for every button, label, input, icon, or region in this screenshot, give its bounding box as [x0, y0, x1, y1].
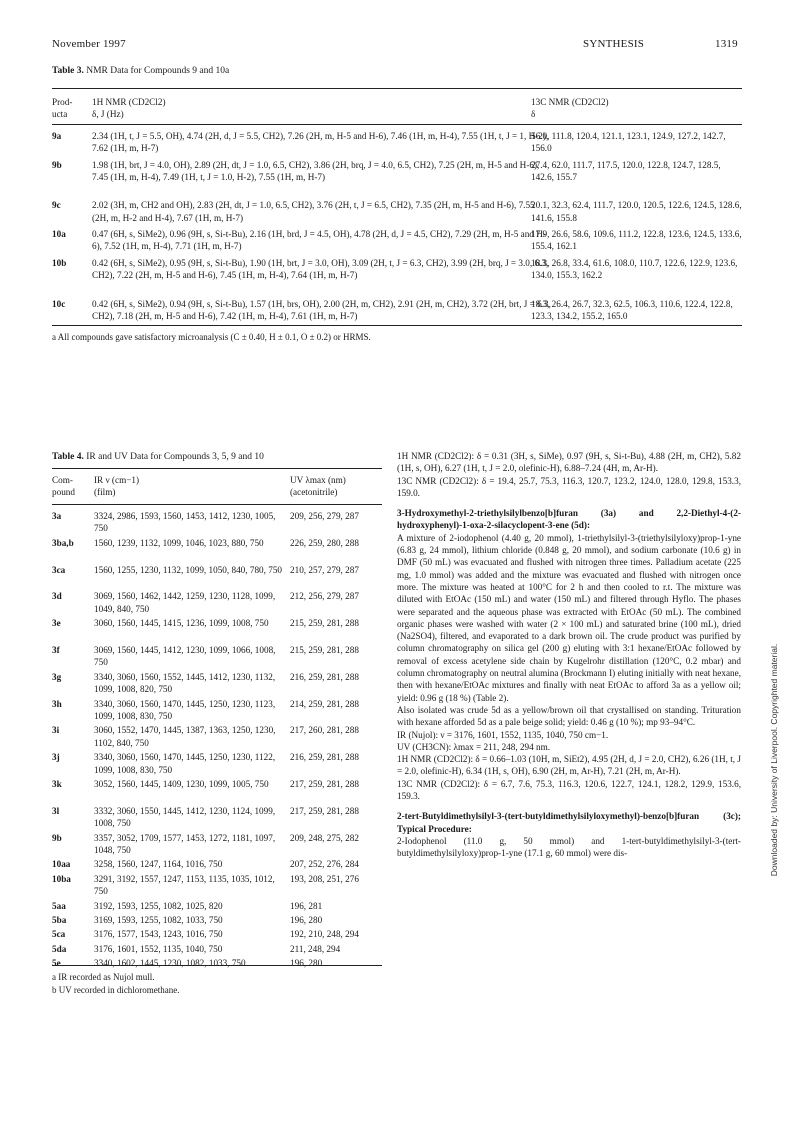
- table4-compound-id: 3g: [52, 671, 62, 682]
- table3-caption: [52, 66, 229, 76]
- table4-compound-id: 3a: [52, 511, 62, 521]
- download-notice-text: Downloaded by: University of Liverpool. Copyrighted material.: [769, 643, 779, 877]
- table4-caption: [52, 452, 264, 462]
- table4-caption-text: IR and UV Data for Compounds 3, 5, 9 and 10: [86, 452, 264, 462]
- table4-compound-id: 5e: [52, 958, 61, 969]
- table3-row: [52, 130, 742, 159]
- table4-row: [52, 928, 382, 942]
- table4-row: [52, 858, 382, 872]
- table4-row: [52, 617, 382, 644]
- table4-ir-cell: 3069, 1560, 1445, 1412, 1230, 1099, 1066, 1008, 750: [94, 645, 276, 668]
- table3-row: [52, 159, 742, 200]
- table4-row: [52, 698, 382, 725]
- table4-bottom-rule: [52, 965, 382, 966]
- table4-uv-cell: 209, 248, 275, 282: [290, 832, 359, 843]
- compound-5d-ir: IR (Nujol): ν = 3176, 1601, 1552, 1135, 1040, 750 cm−1.: [397, 729, 609, 740]
- table4-footnote-b: b UV recorded in dichloromethane.: [52, 985, 180, 995]
- table4-row: [52, 724, 382, 751]
- table4-top-rule: [52, 468, 382, 469]
- table4-compound-id: 10ba: [52, 873, 71, 884]
- table4-header-row: [52, 474, 382, 504]
- table4-uv-cell: 217, 260, 281, 288: [290, 725, 359, 736]
- table4-row: [52, 914, 382, 928]
- table4-compound-id: 5ca: [52, 929, 66, 940]
- table3-product-id: 9c: [52, 200, 61, 211]
- table3-body: [52, 130, 742, 338]
- table4-ir-cell: 3258, 1560, 1247, 1164, 1016, 750: [94, 859, 223, 870]
- table3-c-nmr-cell: 18.3, 26.8, 33.4, 61.6, 108.0, 110.7, 122.6, 122.9, 123.6, 134.0, 155.3, 162.2: [531, 257, 738, 280]
- table4-compound-id: 3l: [52, 805, 60, 816]
- table4-uv-cell: 207, 252, 276, 284: [290, 859, 359, 870]
- table4-uv-cell: 216, 259, 281, 288: [290, 752, 359, 763]
- running-header-date: November 1997: [52, 38, 126, 50]
- table3-c-nmr-cell: 18.3, 26.4, 26.7, 32.3, 62.5, 106.3, 110.6, 122.4, 122.8, 123.3, 134.2, 155.2, 165.0: [531, 298, 733, 321]
- table4-row: [52, 805, 382, 832]
- table3-product-id: 10b: [52, 257, 67, 268]
- table4-uv-cell: 196, 280: [290, 915, 323, 925]
- table4-ir-cell: 3176, 1601, 1552, 1135, 1040, 750: [94, 943, 223, 954]
- table4-row: [52, 510, 382, 537]
- table4-ir-cell: 3332, 3060, 1550, 1445, 1412, 1230, 1124, 1099, 1008, 750: [94, 805, 276, 829]
- procedure-body-3a: A mixture of 2-iodophenol (4.40 g, 20 mmol), 1-triethylsilyl-3-(triethylsilyloxy)prop-1-yne (6.83 g, 24 mmol), lithium chloride (0.848 g, 20 mmol), and sodium carbonate (10.6 g) in DMF (50 mL) was evacuated and flushed with nitrogen three times. Palladium acetate (225 mg, 1.0 mmol) was added and the mixture was evacuated and flushed with nitrogen once more. The mixture was heated at 100°C for 2 h and then cooled to r.t. The mixture was diluted with EtOAc (150 mL) and water (150 mL) and filtered through Hyflo. The phases were separated and the aqueous phase was extracted with EtOAc (50 mL). The combined organic phases were washed with water (2 × 100 mL) and saturated brine (100 mL), dried (Na2SO4), filtered, and evaporated to a dark brown oil. The crude product was purified by column chromatography on silica gel (200 g) eluting with 3:1 hexane/EtOAc followed by removal of excess acetylene side chain by Kugelrohr distillation (120°C, 0.2 mbar) and column chromatography on neutral alumina (Brockmann I) eluting initially with neat hexane, then with hexane/EtOAc mixtures and finally with neat EtOAc to afford 3a as a yellow oil; yield: 0.96 g (18 %) (Table 2).: [397, 532, 741, 703]
- table4-header-rule: [52, 504, 382, 505]
- table3-top-rule: [52, 88, 742, 89]
- right-column-text: [397, 450, 741, 860]
- table3-row: [52, 199, 742, 228]
- table4-ir-cell: 3060, 1560, 1445, 1415, 1236, 1099, 1008, 750: [94, 618, 269, 629]
- table3-row: [52, 257, 742, 298]
- table4-ir-cell: 3176, 1577, 1543, 1243, 1016, 750: [94, 929, 223, 940]
- procedure-heading-3a-5d: 3-Hydroxymethyl-2-triethylsilylbenzo[b]furan (3a) and 2,2-Diethyl-4-(2-hydroxyphenyl)-1-oxa-2-silacyclopent-3-ene (5d):: [397, 508, 741, 531]
- table4-compound-id: 3ba,b: [52, 537, 74, 548]
- table4-col-ir: IR ν (cm−1) (film): [94, 475, 140, 498]
- table4-row: [52, 590, 382, 617]
- table3-product-id: 10c: [52, 298, 66, 309]
- table4-uv-cell: 196, 280: [290, 958, 323, 969]
- table3-col-c-nmr: 13C NMR (CD2Cl2) δ: [531, 97, 609, 120]
- table4-uv-cell: 211, 248, 294: [290, 943, 341, 954]
- table4-uv-cell: 212, 256, 279, 287: [290, 591, 359, 602]
- table3-caption-label: Table 3.: [52, 66, 84, 76]
- table3-h-nmr-cell: 0.47 (6H, s, SiMe2), 0.96 (9H, s, Si-t-Bu), 2.16 (1H, brd, J = 4.5, OH), 4.78 (2H, d, J = 4.5, CH2), 7.29 (2H, m, H-5 and H-6), 7.52 (1H, m, H-4), 7.71 (1H, m, H-7): [92, 229, 546, 252]
- procedure-body-5d: Also isolated was crude 5d as a yellow/brown oil that crystallised on standing. Trituration with hexane afforded 5d as a pale beige solid; yield: 0.46 g (10 %); mp 93–94°C.: [397, 704, 741, 728]
- table3-c-nmr-cell: 56.0, 111.8, 120.4, 121.1, 123.1, 124.9, 127.2, 142.7, 156.0: [531, 131, 726, 154]
- compound-13c-nmr: 13C NMR (CD2Cl2): δ = 19.4, 25.7, 75.3, 116.3, 120.7, 123.2, 124.0, 128.0, 129.8, 153.3, 159.0.: [397, 475, 741, 498]
- table4-ir-cell: 3069, 1560, 1462, 1442, 1259, 1230, 1128, 1099, 1049, 840, 750: [94, 591, 276, 614]
- table3-bottom-rule: [52, 325, 742, 326]
- table3: [52, 96, 742, 332]
- table4-compound-id: 3j: [52, 752, 60, 763]
- table4-uv-cell: 217, 259, 281, 288: [290, 779, 359, 789]
- table4-ir-cell: 3340, 3060, 1560, 1552, 1445, 1412, 1230, 1132, 1099, 1008, 820, 750: [94, 671, 276, 695]
- table3-h-nmr-cell: 0.42 (6H, s, SiMe2), 0.94 (9H, s, Si-t-Bu), 1.57 (1H, brs, OH), 2.00 (2H, m, CH2), 2.91 (2H, m, CH2), 3.72 (2H, brt, J = 6.3, CH2), 7.18 (2H, m, H-5 and H-6), 7.42 (1H, m, H-4), 7.61 (1H, m, H-7): [92, 298, 551, 321]
- procedure-heading-3c: 2-tert-Butyldimethylsilyl-3-(tert-butyldimethylsilyloxymethyl)-benzo[b]furan (3c); Typical Procedure:: [397, 811, 741, 834]
- table3-product-id: 9a: [52, 131, 62, 141]
- table4-uv-cell: 209, 256, 279, 287: [290, 511, 359, 521]
- table4-compound-id: 3k: [52, 779, 62, 789]
- procedure-body-3c: 2-Iodophenol (11.0 g, 50 mmol) and 1-tert-butyldimethylsilyl-3-(tert-butyldimethylsilyloxy)prop-1-yne (17.1 g, 60 mmol) were dis-: [397, 835, 741, 859]
- table3-col-product: Prod- ucta: [52, 97, 73, 120]
- table4-row: [52, 564, 382, 591]
- table3-col-h-nmr: 1H NMR (CD2Cl2) δ, J (Hz): [92, 97, 166, 120]
- table4-uv-cell: 193, 208, 251, 276: [290, 873, 359, 884]
- table3-h-nmr-cell: 2.34 (1H, t, J = 5.5, OH), 4.74 (2H, d, J = 5.5, CH2), 7.26 (2H, m, H-5 and H-6), 7.46 (1H, m, H-4), 7.55 (1H, t, J = 1, H-2), 7.62 (1H, m, H-7): [92, 131, 549, 154]
- table4-row: [52, 644, 382, 671]
- running-header-journal: SYNTHESIS: [583, 38, 645, 50]
- download-notice: [766, 480, 782, 1040]
- table4-col-uv: UV λmax (nm) (acetonitrile): [290, 475, 346, 498]
- table4-uv-cell: 226, 259, 280, 288: [290, 537, 359, 548]
- table4-uv-cell: 216, 259, 281, 288: [290, 671, 359, 682]
- table4-ir-cell: 1560, 1239, 1132, 1099, 1046, 1023, 880, 750: [94, 537, 264, 548]
- table4-row: [52, 537, 382, 564]
- table4-compound-id: 3f: [52, 645, 60, 655]
- table4-compound-id: 3i: [52, 725, 60, 736]
- table4-compound-id: 5ba: [52, 915, 67, 925]
- table4-ir-cell: 3357, 3052, 1709, 1577, 1453, 1272, 1181, 1097, 1048, 750: [94, 832, 276, 855]
- table4-ir-cell: 3291, 3192, 1557, 1247, 1153, 1135, 1035, 1012, 750: [94, 873, 275, 897]
- table3-caption-text: NMR Data for Compounds 9 and 10a: [86, 66, 230, 76]
- table4-ir-cell: 3340, 3060, 1560, 1470, 1445, 1250, 1230, 1122, 1099, 1008, 830, 750: [94, 752, 276, 775]
- table4-row: [52, 751, 382, 778]
- table4-caption-label: Table 4.: [52, 452, 84, 462]
- table3-row: [52, 228, 742, 257]
- table4-uv-cell: 192, 210, 248, 294: [290, 929, 359, 940]
- table3-product-id: 10a: [52, 229, 66, 240]
- table4-row: [52, 671, 382, 698]
- table4-compound-id: 3d: [52, 591, 62, 602]
- table4-ir-cell: 3060, 1552, 1470, 1445, 1387, 1363, 1250, 1230, 1102, 840, 750: [94, 725, 276, 748]
- compound-5d-1h-nmr: 1H NMR (CD2Cl2): δ = 0.66–1.03 (10H, m, SiEt2), 4.95 (2H, d, J = 2.0, CH2), 6.26 (1H, t, J = 2.0, olefinic-H), 6.34 (1H, s, OH), 6.90 (2H, m, Ar-H), 7.21 (2H, m, Ar-H).: [397, 754, 741, 777]
- table4-uv-cell: 214, 259, 281, 288: [290, 698, 359, 709]
- table3-footnote: a All compounds gave satisfactory microanalysis (C ± 0.40, H ± 0.1, O ± 0.2) or HRMS.: [52, 332, 371, 342]
- table4-compound-id: 3ca: [52, 564, 66, 575]
- table4-uv-cell: 210, 257, 279, 287: [290, 564, 359, 575]
- table4-row: [52, 900, 382, 914]
- table4-footnote-a: a IR recorded as Nujol mull.: [52, 972, 155, 982]
- table4-uv-cell: 196, 281: [290, 900, 323, 911]
- compound-5d-uv: UV (CH3CN): λmax = 211, 248, 294 nm.: [397, 741, 551, 752]
- table4-row: [52, 873, 382, 900]
- table4-compound-id: 5da: [52, 943, 67, 954]
- table4-col-compound: Com- pound: [52, 475, 75, 498]
- table4-ir-cell: 1560, 1255, 1230, 1132, 1099, 1050, 840, 780, 750: [94, 564, 283, 575]
- table3-h-nmr-cell: 2.02 (3H, m, CH2 and OH), 2.83 (2H, dt, J = 1.0, 6.5, CH2), 3.76 (2H, t, J = 6.5, CH2), 7.35 (2H, m, H-5 and H-6), 7.55 (2H, m, H-2 and H-4), 7.67 (1H, m, H-7): [92, 200, 535, 223]
- table4-row: [52, 778, 382, 805]
- compound-5d-13c-nmr: 13C NMR (CD2Cl2): δ = 6.7, 7.6, 75.3, 116.3, 120.6, 122.7, 124.1, 128.2, 129.9, 153.6, 159.3.: [397, 778, 741, 802]
- compound-1h-nmr: 1H NMR (CD2Cl2): δ = 0.31 (3H, s, SiMe), 0.97 (9H, s, Si-t-Bu), 4.88 (2H, m, CH2), 5.82 (1H, s, OH), 6.27 (1H, t, J = 2.0, olefinic-H), 6.88–7.24 (4H, m, Ar-H).: [397, 451, 741, 474]
- table4-uv-cell: 215, 259, 281, 288: [290, 645, 359, 655]
- table4-compound-id: 10aa: [52, 859, 71, 870]
- table3-c-nmr-cell: 20.1, 32.3, 62.4, 111.7, 120.0, 120.5, 122.6, 124.5, 128.6, 141.6, 155.8: [531, 200, 742, 223]
- table4-compound-id: 3e: [52, 618, 61, 629]
- table4-ir-cell: 3340, 1602, 1445, 1230, 1082, 1033, 750: [94, 958, 246, 969]
- table3-header-rule: [52, 124, 742, 125]
- table4-row: [52, 943, 382, 957]
- table4-compound-id: 9b: [52, 832, 62, 843]
- table4-uv-cell: 215, 259, 281, 288: [290, 618, 359, 629]
- table4-ir-cell: 3324, 2986, 1593, 1560, 1453, 1412, 1230, 1005, 750: [94, 511, 276, 534]
- table4-compound-id: 5aa: [52, 900, 66, 911]
- table4-row: [52, 832, 382, 859]
- table3-h-nmr-cell: 1.98 (1H, brt, J = 4.0, OH), 2.89 (2H, dt, J = 1.0, 6.5, CH2), 3.86 (2H, brq, J = 4.0, 6.5, CH2), 7.25 (2H, m, H-5 and H-6), 7.45 (1H, m, H-4), 7.49 (1H, t, J = 1.0, H-2), 7.55 (1H, m, H-7): [92, 159, 540, 182]
- table4-ir-cell: 3169, 1593, 1255, 1082, 1033, 750: [94, 915, 223, 925]
- table4-ir-cell: 3340, 3060, 1560, 1470, 1445, 1250, 1230, 1123, 1099, 1008, 830, 750: [94, 698, 276, 721]
- page-number: 1319: [715, 38, 738, 50]
- table3-c-nmr-cell: 17.9, 26.6, 58.6, 109.6, 111.2, 122.8, 123.6, 124.5, 133.6, 155.4, 162.1: [531, 229, 742, 252]
- table4-ir-cell: 3052, 1560, 1445, 1409, 1230, 1099, 1005, 750: [94, 779, 269, 789]
- table3-product-id: 9b: [52, 159, 62, 170]
- table4-compound-id: 3h: [52, 698, 62, 709]
- table3-h-nmr-cell: 0.42 (6H, s, SiMe2), 0.95 (9H, s, Si-t-Bu), 1.90 (1H, brt, J = 3.0, OH), 3.09 (2H, t, J = 6.3, CH2), 3.99 (2H, brq, J = 3.0, 6.3, CH2), 7.22 (2H, m, H-5 and H-6), 7.45 (1H, m, H-4), 7.64 (1H, m, H-7): [92, 257, 549, 280]
- table3-header-row: [52, 96, 742, 124]
- table4-ir-cell: 3192, 1593, 1255, 1082, 1025, 820: [94, 900, 223, 911]
- table4-uv-cell: 217, 259, 281, 288: [290, 805, 359, 816]
- table3-c-nmr-cell: 27.4, 62.0, 111.7, 117.5, 120.0, 122.8, 124.7, 128.5, 142.6, 155.7: [531, 159, 721, 182]
